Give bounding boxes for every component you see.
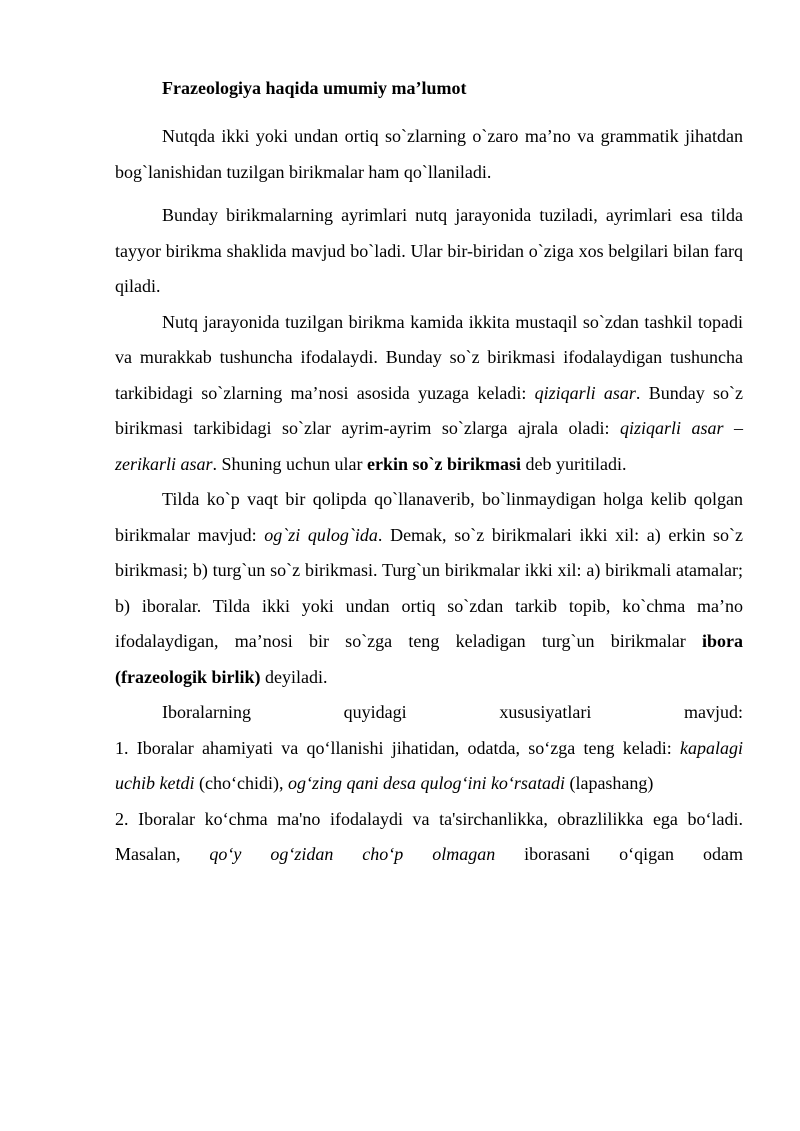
- example-qoy-ogzidan: qo‘y og‘zidan cho‘p olmagan: [209, 844, 496, 864]
- paragraph-3-text-2: . Bunday so`z birikmasi tarkibidagi so`zlar ayrim-ayrim so`zlarga ajrala oladi:: [115, 382, 743, 438]
- paragraph-3-text-1: Nutq jarayonida tuzilgan birikma kamida ikkita mustaqil so`zdan tashkil topadi va murakkab tushuncha ifodalaydi. Bunday so`z birikmasi ifodalaydigan tushuncha tarkibidagi so`zlarning ma’nosi asosida yuzaga keladi:: [115, 311, 743, 403]
- section-title: Frazeologiya haqida umumiy ma’lumot: [162, 78, 467, 98]
- list-item-2-text-1: 2. Iboralar ko‘chma ma'no ifodalaydi va ta'sirchanlikka, obrazlilikka ega bo‘ladi. Masalan,: [115, 808, 743, 864]
- example-ogzi-qulogida: og`zi qulog`ida: [264, 524, 378, 545]
- paragraph-4-text-3: deyiladi.: [260, 666, 328, 687]
- paragraph-4-text-1: Tilda ko`p vaqt bir qolipda qo`llanaverib, bo`linmaydigan holga kelib qolgan birikmalar mavjud:: [115, 489, 743, 545]
- list-item-1-text-2: (cho‘chidi),: [194, 773, 288, 793]
- list-item-1: [115, 731, 743, 802]
- example-qiziqarli-zerikarli: qiziqarli asar – zerikarli asar: [115, 418, 744, 474]
- paragraph-2: Bunday birikmalarning ayrimlari nutq jarayonida tuziladi, ayrimlari esa tilda tayyor birikma shaklida mavjud bo`ladi. Ular bir-biridan o`ziga xos belgilari bilan farq qiladi.: [115, 205, 743, 296]
- paragraph-4: [115, 482, 743, 695]
- example-ogzing-qani: og‘zing qani desa qulog‘ini ko‘rsatadi: [287, 773, 565, 793]
- paragraph-4-text-2: . Demak, so`z birikmalari ikki xil: a) erkin so`z birikmasi; b) turg`un so`z birikmasi. Turg`un birikmalar ikki xil: a) birikmali atamalar; b) iboralar. Tilda ikki yoki undan ortiq so`zdan tarkib topib, ko`chma ma’no ifodalaydigan, ma’nosi bir so`zga teng keladigan turg`un birikmalar: [115, 524, 744, 651]
- paragraph-3-text-3: . Shuning uchun ular: [212, 453, 368, 474]
- paragraph-3: [115, 305, 743, 483]
- example-qiziqarli-asar: qiziqarli asar: [534, 382, 636, 403]
- example-kapalagi-uchib-ketdi: kapalagi uchib ketdi: [115, 737, 743, 793]
- paragraph-3-text-4: deb yuritiladi.: [521, 453, 627, 474]
- paragraph-5: Iboralarning quyidagi xususiyatlari mavjud:: [162, 702, 743, 722]
- list-item-2-text-2: iborasani o‘qigan odam: [495, 844, 743, 864]
- term-erkin-soz-birikmasi: erkin so`z birikmasi: [367, 453, 522, 474]
- list-item-1-text-1: 1. Iboralar ahamiyati va qo‘llanishi jihatidan, odatda, so‘zga teng keladi:: [115, 737, 680, 758]
- list-item-1-text-3: (lapashang): [564, 773, 654, 793]
- list-item-2: [115, 802, 743, 873]
- paragraph-1: Nutqda ikki yoki undan ortiq so`zlarning o`zaro ma’no va grammatik jihatdan bog`lanishidan tuzilgan birikmalar ham qo`llaniladi.: [115, 126, 743, 182]
- term-ibora: ibora (frazeologik birlik): [115, 631, 743, 687]
